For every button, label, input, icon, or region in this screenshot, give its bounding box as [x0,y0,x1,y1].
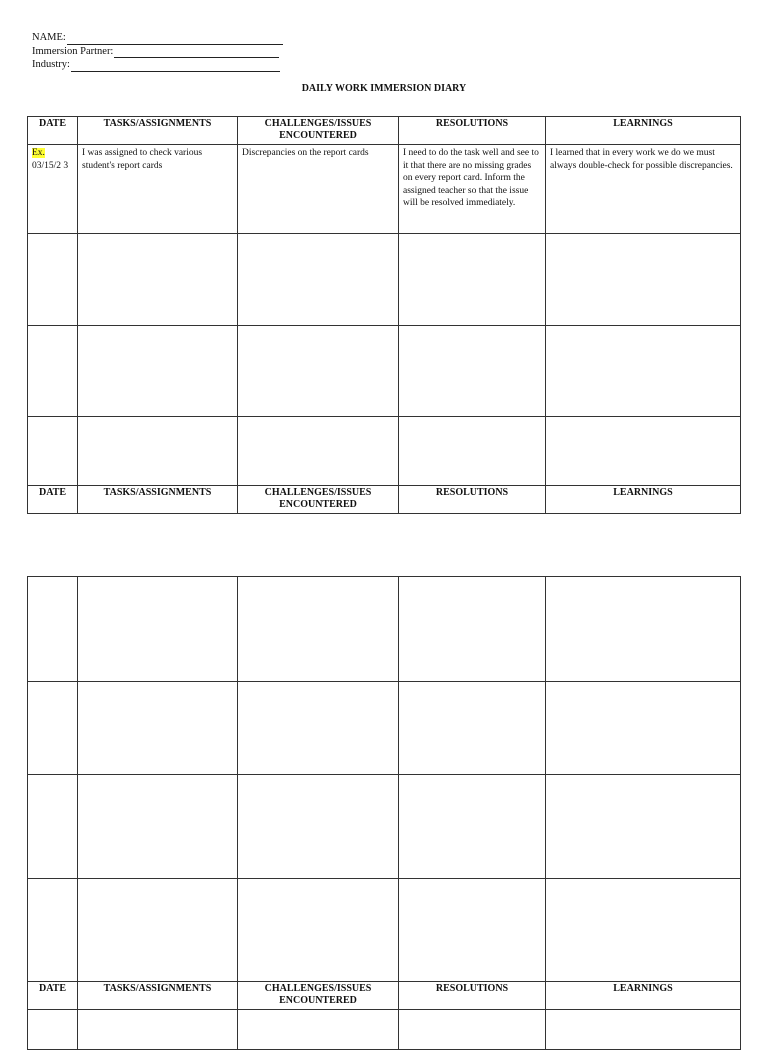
tasks-cell[interactable] [78,417,238,486]
industry-label: Industry: [32,59,70,70]
col-tasks: TASKS/ASSIGNMENTS [78,486,238,514]
learnings-cell[interactable] [546,417,741,486]
col-tasks: TASKS/ASSIGNMENTS [78,982,238,1010]
col-challenges-line2: ENCOUNTERED [279,499,357,510]
name-line[interactable] [67,34,283,45]
learnings-cell[interactable] [546,577,741,682]
col-resolutions: RESOLUTIONS [399,486,546,514]
challenges-cell[interactable] [238,234,399,326]
partner-field[interactable] [32,45,283,59]
col-challenges-line1: CHALLENGES/ISSUES [264,487,372,498]
example-task[interactable]: I was assigned to check various student's report cards [78,145,238,234]
learnings-cell[interactable] [546,234,741,326]
table-row [28,682,741,775]
resolutions-cell[interactable] [399,417,546,486]
table-row [28,577,741,682]
learnings-cell[interactable] [546,326,741,417]
tasks-cell[interactable] [78,577,238,682]
learnings-cell[interactable] [546,1010,741,1050]
table-row [28,417,741,486]
resolutions-cell[interactable] [399,1010,546,1050]
col-challenges-line1: CHALLENGES/ISSUES [264,118,372,129]
resolutions-cell[interactable] [399,326,546,417]
example-date-cell[interactable] [28,145,78,234]
date-cell[interactable] [28,326,78,417]
tasks-cell[interactable] [78,234,238,326]
date-cell[interactable] [28,775,78,879]
col-learnings: LEARNINGS [546,982,741,1010]
diary-table-2 [27,576,741,1050]
challenges-cell[interactable] [238,879,399,982]
document-title: DAILY WORK IMMERSION DIARY [301,83,467,94]
tasks-cell[interactable] [78,1010,238,1050]
tasks-cell[interactable] [78,326,238,417]
learnings-cell[interactable] [546,682,741,775]
partner-line[interactable] [114,47,279,58]
challenges-cell[interactable] [238,577,399,682]
example-prefix: Ex. [32,148,45,158]
resolutions-cell[interactable] [399,682,546,775]
header-row [28,117,741,145]
resolutions-cell[interactable] [399,234,546,326]
learnings-cell[interactable] [546,775,741,879]
name-label: NAME: [32,32,66,43]
header-fields [32,31,283,72]
col-learnings: LEARNINGS [546,486,741,514]
col-tasks: TASKS/ASSIGNMENTS [78,117,238,145]
example-date: 03/15/2 3 [32,160,69,171]
date-cell[interactable] [28,1010,78,1050]
table-row [28,775,741,879]
col-challenges-line2: ENCOUNTERED [279,130,357,141]
header-row [28,982,741,1010]
challenges-cell[interactable] [238,417,399,486]
resolutions-cell[interactable] [399,879,546,982]
tasks-cell[interactable] [78,879,238,982]
resolutions-cell[interactable] [399,577,546,682]
name-field[interactable] [32,31,283,45]
learnings-cell[interactable] [546,879,741,982]
col-challenges [238,486,399,514]
header-row [28,486,741,514]
col-date: DATE [28,982,78,1010]
date-cell[interactable] [28,234,78,326]
col-challenges-line1: CHALLENGES/ISSUES [264,983,372,994]
challenges-cell[interactable] [238,326,399,417]
example-challenge[interactable]: Discrepancies on the report cards [238,145,399,234]
example-learning[interactable]: I learned that in every work we do we must always double-check for possible discrepancies. [546,145,741,234]
table-row [28,879,741,982]
industry-field[interactable] [32,58,283,72]
col-challenges-line2: ENCOUNTERED [279,995,357,1006]
date-cell[interactable] [28,879,78,982]
col-date: DATE [28,117,78,145]
diary-table-1 [27,116,741,514]
tasks-cell[interactable] [78,682,238,775]
col-resolutions: RESOLUTIONS [399,117,546,145]
challenges-cell[interactable] [238,1010,399,1050]
col-date: DATE [28,486,78,514]
partner-label: Immersion Partner: [32,45,114,57]
example-row [28,145,741,234]
date-cell[interactable] [28,417,78,486]
example-resolution[interactable]: I need to do the task well and see to it that there are no missing grades on every report card. Inform the assigned teacher so that the issue will be resolved immediately. [399,145,546,234]
industry-line[interactable] [71,61,280,72]
tasks-cell[interactable] [78,775,238,879]
table-row [28,326,741,417]
col-challenges [238,117,399,145]
date-cell[interactable] [28,682,78,775]
date-cell[interactable] [28,577,78,682]
table-row [28,234,741,326]
col-challenges [238,982,399,1010]
challenges-cell[interactable] [238,682,399,775]
col-resolutions: RESOLUTIONS [399,982,546,1010]
challenges-cell[interactable] [238,775,399,879]
resolutions-cell[interactable] [399,775,546,879]
table-row [28,1010,741,1050]
col-learnings: LEARNINGS [546,117,741,145]
